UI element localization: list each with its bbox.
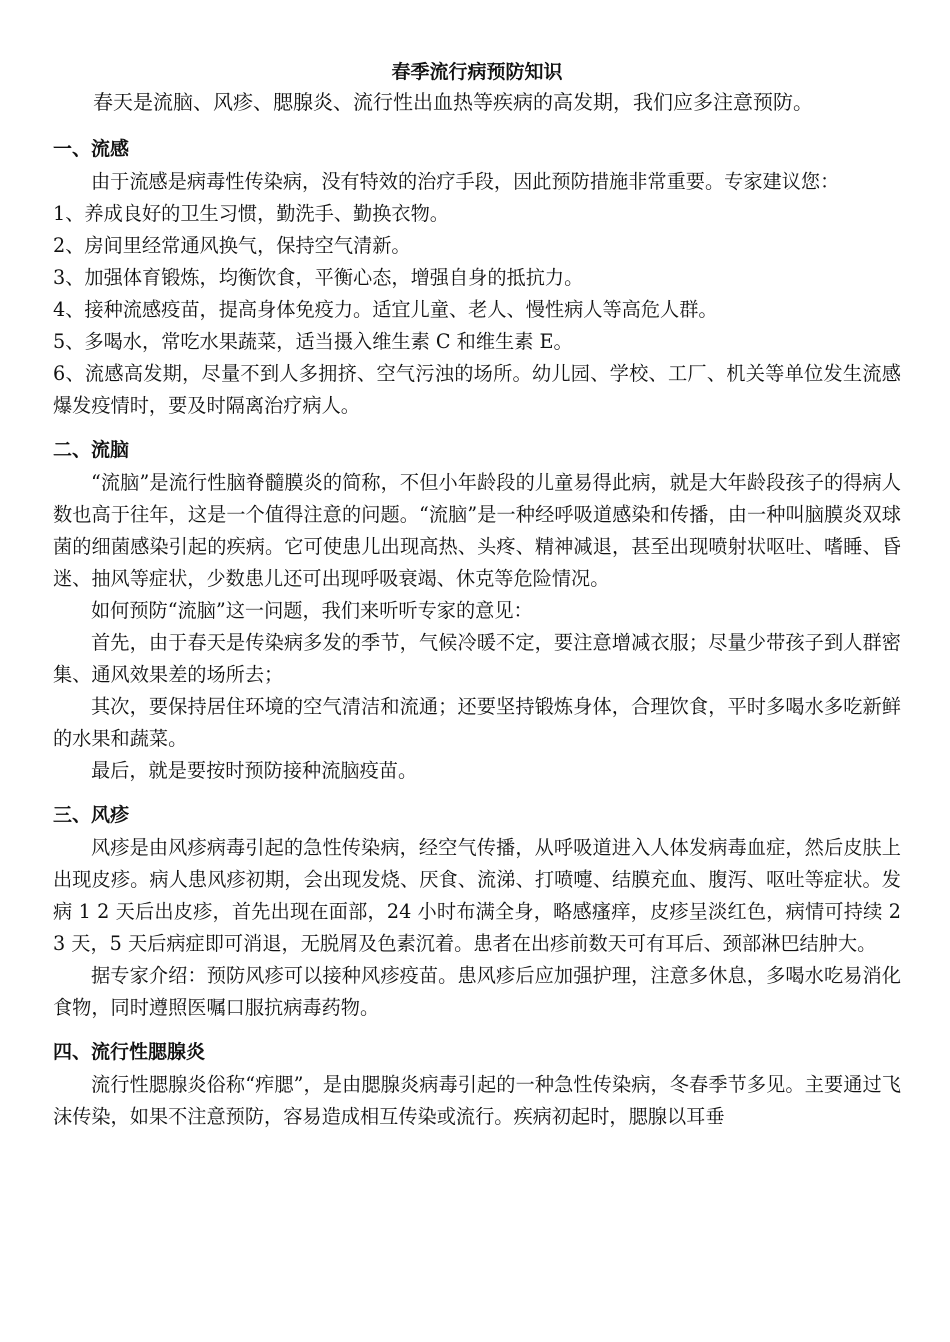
list-item: 3、加强体育锻炼，均衡饮食，平衡心态，增强自身的抵抗力。: [53, 266, 584, 289]
paragraph: 其次，要保持居住环境的空气清洁和流通；还要坚持锻炼身体，合理饮食，平时多喝水多吃新鲜的水果和蔬菜。: [53, 695, 901, 750]
list-item: 1、养成良好的卫生习惯，勤洗手、勤换衣物。: [53, 202, 449, 225]
paragraph: 最后，就是要按时预防接种流脑疫苗。: [91, 759, 418, 782]
paragraph: 如何预防“流脑”这一问题，我们来听听专家的意见：: [91, 599, 533, 622]
document-title: 春季流行病预防知识: [391, 61, 563, 83]
section-heading-rubella: 三、风疹: [53, 804, 130, 826]
list-item: 2、房间里经常通风换气，保持空气清新。: [53, 234, 411, 257]
paragraph: 由于流感是病毒性传染病，没有特效的治疗手段，因此预防措施非常重要。专家建议您：: [91, 170, 840, 193]
section-heading-meningitis: 二、流脑: [53, 439, 130, 461]
list-item: 4、接种流感疫苗，提高身体免疫力。适宜儿童、老人、慢性病人等高危人群。: [53, 298, 718, 321]
intro-paragraph: 春天是流脑、风疹、腮腺炎、流行性出血热等疾病的高发期，我们应多注意预防。: [93, 90, 813, 114]
list-item: 6、流感高发期，尽量不到人多拥挤、空气污浊的场所。幼儿园、学校、工厂、机关等单位发生流感爆发疫情时，要及时隔离治疗病人。: [53, 362, 901, 417]
paragraph: 首先，由于春天是传染病多发的季节，气候冷暖不定，要注意增减衣服；尽量少带孩子到人群密集、通风效果差的场所去；: [53, 631, 901, 686]
paragraph: “流脑”是流行性脑脊髓膜炎的简称，不但小年龄段的儿童易得此病，就是大年龄段孩子的得病人数也高于往年，这是一个值得注意的问题。“流脑”是一种经呼吸道感染和传播，由一种叫脑膜炎双球菌的细菌感染引起的疾病。它可使患儿出现高热、头疼、精神减退，甚至出现喷射状呕吐、嗜睡、昏迷、抽风等症状，少数患儿还可出现呼吸衰竭、休克等危险情况。: [53, 471, 901, 590]
list-item: 5、多喝水，常吃水果蔬菜，适当摄入维生素 C 和维生素 E。: [53, 330, 573, 353]
section-heading-flu: 一、流感: [53, 138, 130, 160]
paragraph: 风疹是由风疹病毒引起的急性传染病，经空气传播，从呼吸道进入人体发病毒血症，然后皮肤上出现皮疹。病人患风疹初期，会出现发烧、厌食、流涕、打喷嚏、结膜充血、腹泻、呕吐等症状。发病 1 2 天后出皮疹，首先出现在面部，24 小时布满全身，略感瘙痒，皮疹呈淡红色，病情可持续 2 3 天，5 天后病症即可消退，无脱屑及色素沉着。患者在出疹前数天可有耳后、颈部淋巴结肿大。: [53, 836, 901, 955]
paragraph: 据专家介绍：预防风疹可以接种风疹疫苗。患风疹后应加强护理，注意多休息，多喝水吃易消化食物，同时遵照医嘱口服抗病毒药物。: [53, 964, 901, 1019]
paragraph: 流行性腮腺炎俗称“痄腮”，是由腮腺炎病毒引起的一种急性传染病，冬春季节多见。主要通过飞沫传染，如果不注意预防，容易造成相互传染或流行。疾病初起时，腮腺以耳垂: [53, 1073, 901, 1128]
section-heading-mumps: 四、流行性腮腺炎: [53, 1041, 206, 1063]
document-body: [53, 58, 901, 1133]
